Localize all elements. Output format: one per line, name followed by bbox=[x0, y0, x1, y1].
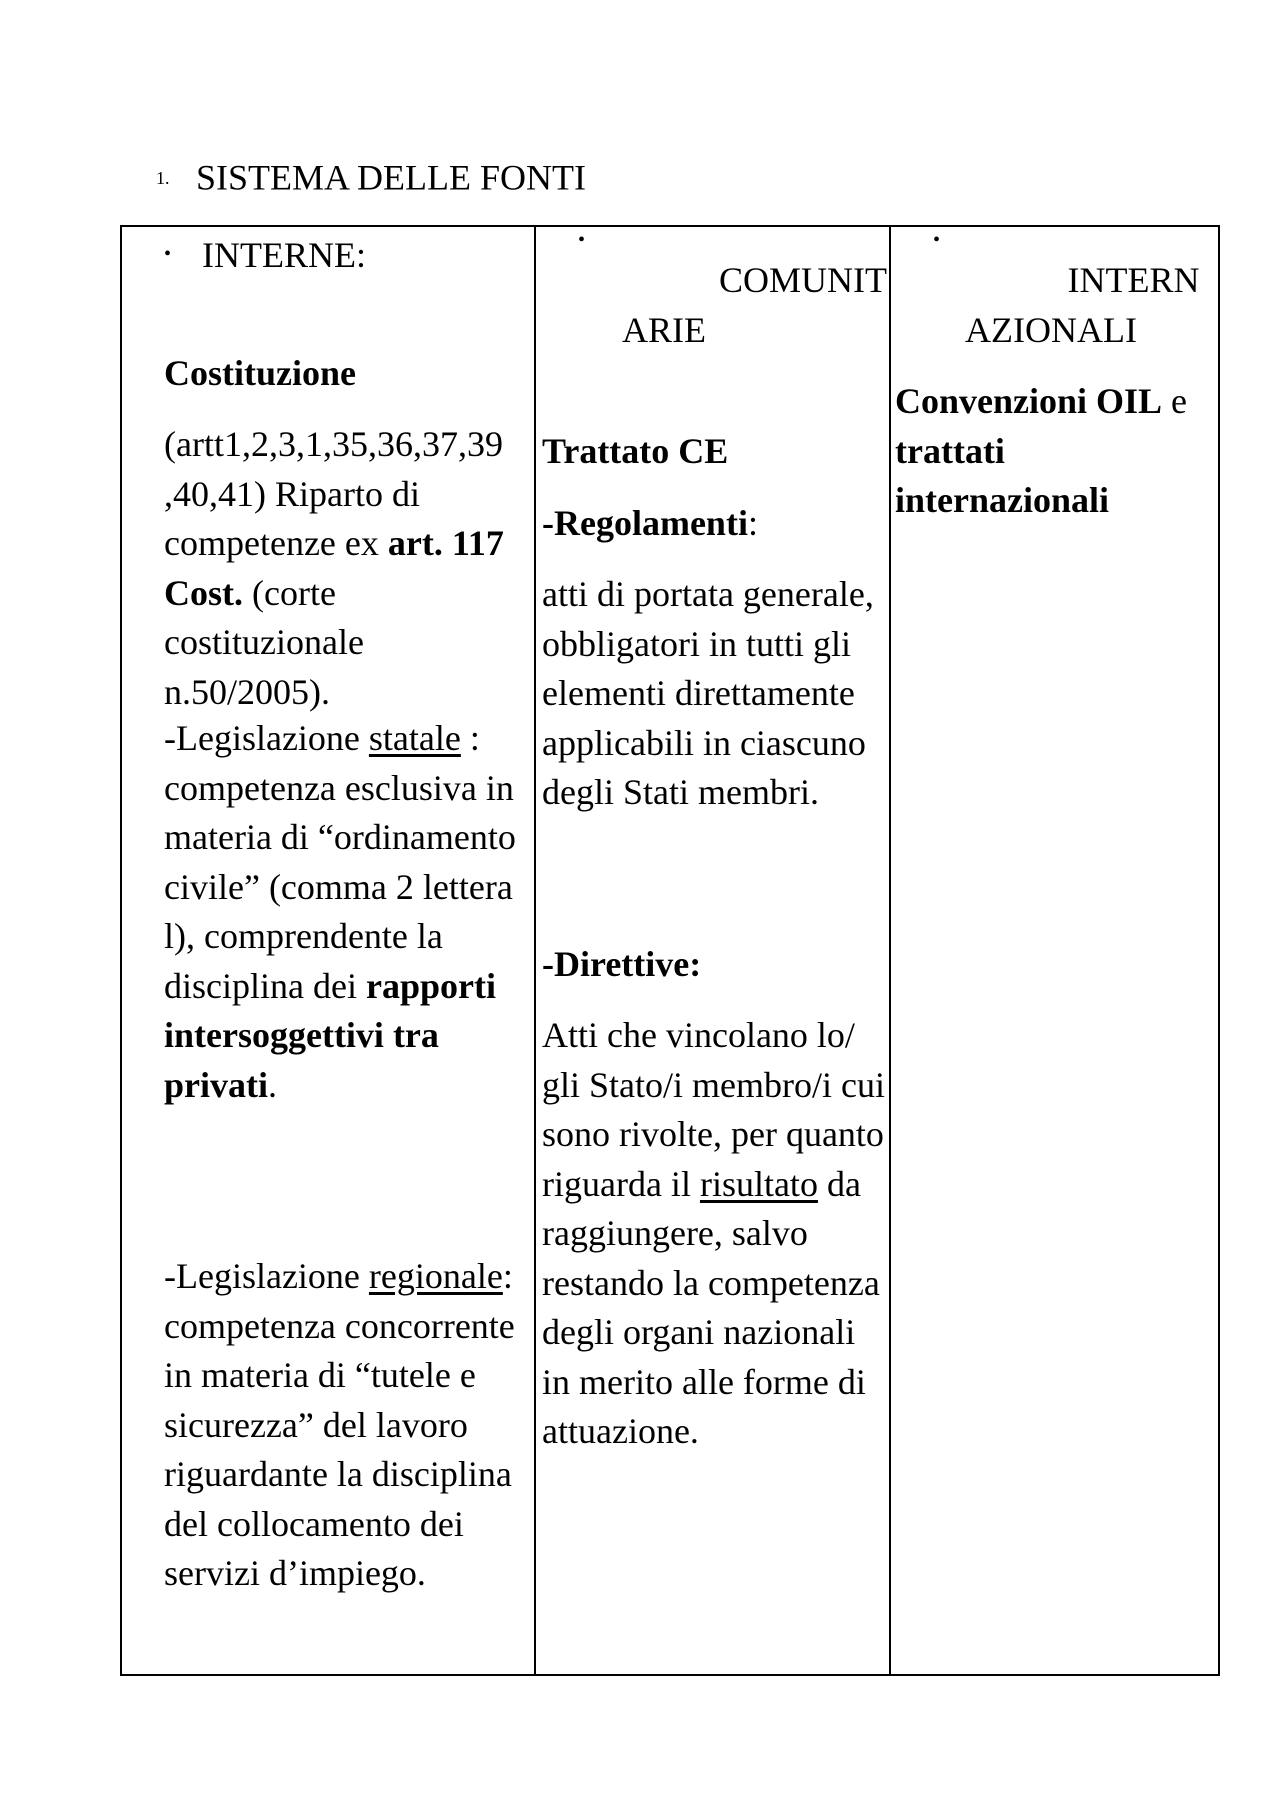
regolamenti-text: atti di portata generale, obbligatori in tutti gli elementi direttamente applicabili in ciascuno degli Stati membri. bbox=[542, 574, 874, 812]
heading-title: SISTEMA DELLE FONTI bbox=[196, 157, 586, 198]
regolamenti-label: -Regolamenti: bbox=[542, 503, 758, 543]
direttive-text: Atti che vincolano lo/ gli Stato/i membro/i cui sono rivolte, per quanto riguarda il risultato da raggiungere, salvo restando la competenza degli organi nazionali in merito alle forme di attuazione. bbox=[542, 1015, 885, 1451]
column-interne bbox=[121, 226, 535, 1675]
bullet-icon: • bbox=[578, 229, 586, 251]
heading-number: 1. bbox=[156, 167, 170, 188]
column-internazionali bbox=[890, 226, 1219, 1675]
trattato-ce: Trattato CE bbox=[542, 431, 729, 471]
legislazione-statale-paragraph: -Legislazione statale : competenza esclusiva in materia di “ordinamento civile” (comma 2 lettera l), comprendente la disciplina dei rapporti intersoggettivi tra privati. bbox=[164, 718, 516, 1105]
legislazione-regionale-paragraph: -Legislazione regionale: competenza concorrente in materia di “tutele e sicurezza” del lavoro riguardante la disciplina del collocamento dei servizi d’impiego. bbox=[164, 1256, 515, 1593]
sources-table bbox=[120, 225, 1220, 1676]
costituzione-paragraph: (artt1,2,3,1,35,36,37,39 ,40,41) Riparto di competenze ex art. 117 Cost. (corte costituzionale n.50/2005). bbox=[164, 424, 504, 712]
direttive-label: -Direttive: bbox=[542, 944, 702, 984]
internazionali-header-line1: INTERN bbox=[1067, 260, 1200, 300]
bullet-icon: • bbox=[933, 229, 941, 251]
comunitarie-header-line1: COMUNIT bbox=[719, 260, 887, 300]
interne-header: INTERNE: bbox=[202, 235, 366, 275]
column-comunitarie bbox=[535, 226, 890, 1675]
internazionali-header-line2: AZIONALI bbox=[965, 310, 1137, 350]
bullet-icon: • bbox=[164, 243, 172, 265]
section-heading bbox=[156, 152, 586, 200]
internazionali-paragraph: Convenzioni OIL e trattati internazionali bbox=[895, 381, 1188, 520]
comunitarie-header-line2: ARIE bbox=[622, 310, 706, 350]
costituzione-title: Costituzione bbox=[164, 353, 356, 393]
